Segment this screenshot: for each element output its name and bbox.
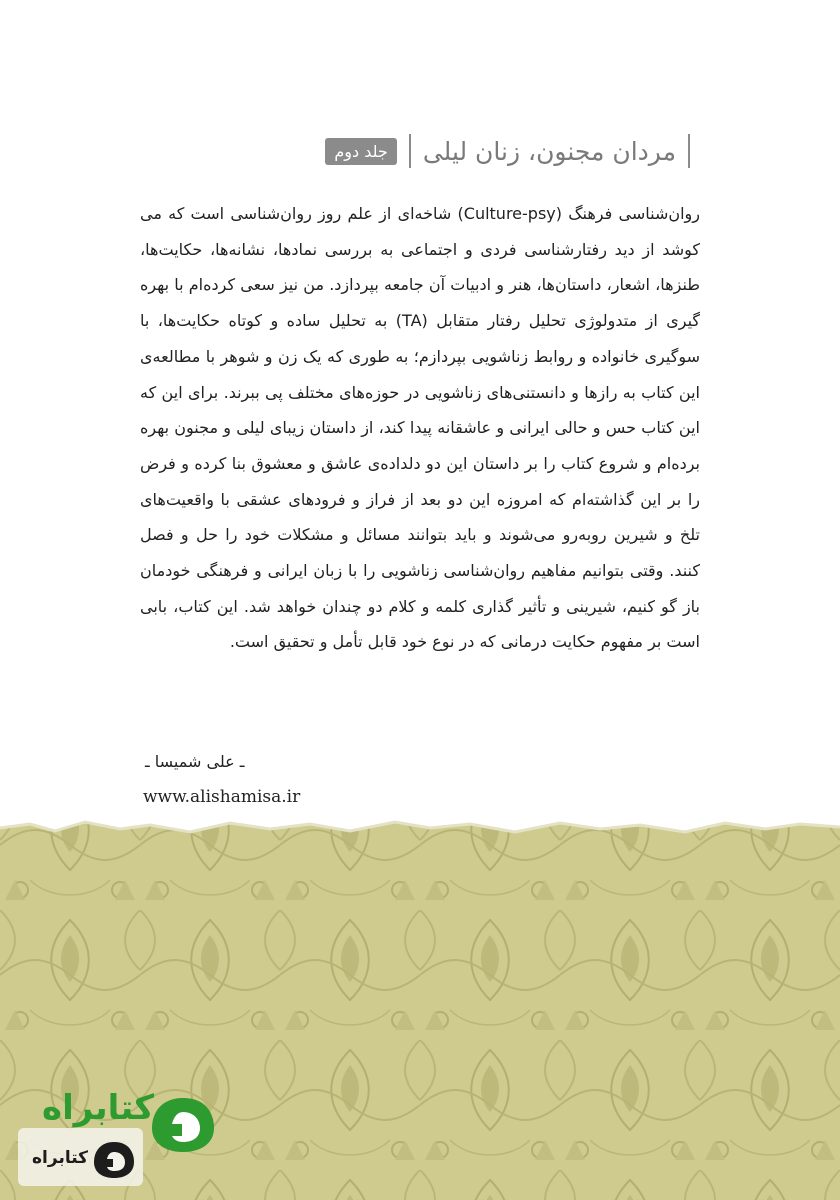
ketabrah-leaf-small-icon [92,1140,136,1180]
ketabrah-leaf-icon [148,1094,218,1154]
book-header [325,134,690,168]
description-text [140,196,700,660]
volume-badge: جلد دوم [325,138,396,165]
author-website[interactable]: www.alishamisa.ir [143,787,301,807]
book-title: مردان مجنون، زنان لیلی [422,136,676,166]
ketabrah-logo [10,1088,230,1198]
description-paragraph: روان‌شناسی فرهنگ (Culture-psy) شاخه‌ای از علم روز روان‌شناسی است که می کوشد از دید رفتارشناسی فردی و اجتماعی به بررسی نمادها، نشانه‌ها، حکایت‌ها، طنزها، اشعار، داستان‌ها، هنر و ادبیات آن جامعه بپردازد. من نیز سعی کرده‌ام با بهره گیری از متدولوژی تحلیل رفتار متقابل (TA) به تحلیل ساده و کوتاه حکایت‌ها، با سوگیری خانواده و روابط زناشویی بپردازم؛ به طوری که یک زن و شوهر با مطالعه‌ی این کتاب به رازها و دانستنی‌های زناشویی در حوزه‌های مختلف پی ببرند. برای این که این کتاب حس و حالی ایرانی و عاشقانه پیدا کند، از داستان زیبای لیلی و مجنون بهره برده‌ام و شروع کتاب را بر داستان این دو دلداده‌ی عاشق و معشوق بنا کرده و فرض را بر این گذاشته‌ام که امروزه این دو بعد از فراز و فرودهای عشقی با واقعیت‌های تلخ و شیرین روبه‌رو می‌شوند و باید بتوانند مسائل و مشکلات خود را حل و فصل کنند. وقتی بتوانیم مفاهیم روان‌شناسی زناشویی را با زبان ایرانی و فرهنگی خودمان باز گو کنیم، شیرینی و تأثیر گذاری کلمه و کلام دو چندان خواهد شد. این کتاب، بابی است بر مفهوم حکایت درمانی که در نوع خود قابل تأمل و تحقیق است. [140,204,701,652]
logo-wordmark: کتابراه [42,1088,155,1128]
header-divider-middle [409,134,411,168]
logo-wordmark-small: کتابراه [32,1148,89,1168]
author-signature: ـ علی شمیسا ـ [145,752,245,771]
header-divider-right [688,134,690,168]
